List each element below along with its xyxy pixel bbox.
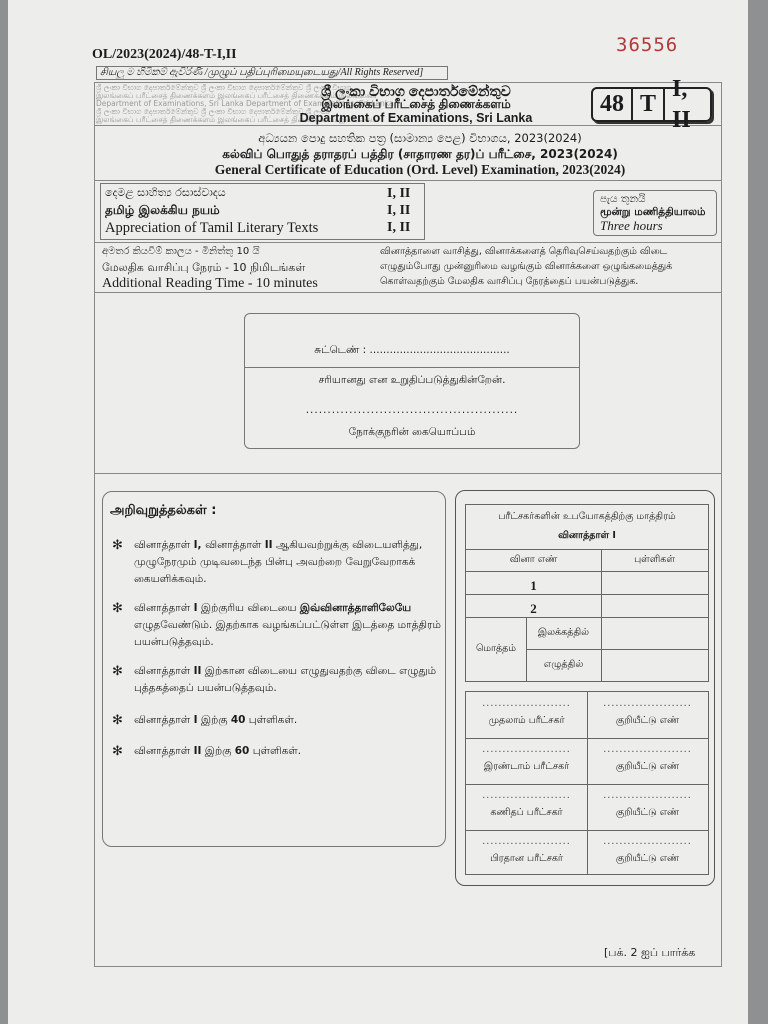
- reading-time: අමතර කියවීම් කාලය - මිනිත්තු 10 යි மேலதிக வாசிப்பு நேரம் - 10 நிமிடங்கள் Additional Reading Time - 10 minutes: [102, 246, 318, 291]
- divider: [94, 473, 722, 474]
- index-signature-box: [244, 313, 580, 449]
- duration-box: පැය තුනයි மூன்று மணித்தியாலம் Three hours: [593, 190, 717, 236]
- instruction-item: ✻ வினாத்தாள் I, வினாத்தாள் II ஆகியவற்றுக்கு விடையளித்து, முழுநேரமும் முடிவடைந்த பின்பு அவற்றை வேறுவேறாகக் கையளிக்கவும்.: [112, 538, 423, 585]
- page-turn-note: [பக். 2 ஐப் பார்க்க: [604, 946, 696, 959]
- examiner-code-cell: ...................... குறியீட்டு எண்: [603, 744, 692, 772]
- examiner-cell: ...................... பிரதான பரீட்சகர்: [482, 836, 571, 864]
- subject-box: දෙමළ සාහිත්‍ය රසාස්වාදය I, II தமிழ் இலக்கிய நயம் I, II Appreciation of Tamil Literary Texts I, II: [100, 183, 425, 240]
- examiners-table: [465, 691, 709, 875]
- instructions-title: அறிவுறுத்தல்கள் :: [110, 503, 217, 518]
- instruction-item: ✻ வினாத்தாள் II இற்கான விடையை எழுதுவதற்கு விடை எழுதும் புத்தகத்தைப் பயன்படுத்தவும்.: [112, 664, 437, 694]
- invigilator-label: நோக்குநரின் கையொப்பம்: [348, 426, 476, 438]
- divider: [94, 125, 722, 126]
- index-number-field[interactable]: சுட்டெண் : ..........................................: [314, 344, 510, 356]
- divider: [94, 180, 722, 181]
- examiner-cell: ...................... கணிதப் பரீட்சகர்: [482, 790, 571, 818]
- question-number: 1: [530, 578, 537, 593]
- examiner-code-cell: ...................... குறியீட்டு எண்: [603, 790, 692, 818]
- instruction-item: ✻ வினாத்தாள் II இற்கு 60 புள்ளிகள்.: [112, 744, 302, 759]
- instruction-item: ✻ வினாத்தாள் I இற்கு 40 புள்ளிகள்.: [112, 713, 298, 728]
- question-number: 2: [530, 601, 537, 616]
- subject-code-badge: 48 T I, II: [591, 87, 712, 122]
- marks-table: பரீட்சகர்களின் உபயோகத்திற்கு மாத்திரம் வினாத்தாள் I வினா எண் புள்ளிகள் 1 2 மொத்தம் இலக்கத்தில் எழுத்தில்: [465, 504, 709, 682]
- department-name: ශ්‍රී ලංකා විභාග දෙපාර්තමේන්තුව இலங்கைப் பரீட்சைத் திணைக்களம் Department of Examinations, Sri Lanka: [299, 83, 533, 125]
- examiner-cell: ...................... இரண்டாம் பரீட்சகர்: [482, 744, 571, 772]
- confirmation-text: சரியானது என உறுதிப்படுத்துகின்றேன்.: [318, 374, 506, 386]
- examiner-cell: ...................... முதலாம் பரீட்சகர்: [482, 698, 571, 726]
- examiner-code-cell: ...................... குறியீட்டு எண்: [603, 836, 692, 864]
- instruction-item: ✻ வினாத்தாள் I இற்குரிய விடையை இவ்வினாத்தாளிலேயே எழுதவேண்டும். இதற்காக வழங்கப்பட்டுள்ள இடத்தை மாத்திரம் பயன்படுத்தவும்.: [112, 601, 441, 648]
- signature-line[interactable]: .................................................: [305, 404, 519, 416]
- security-watermark: ශ්‍රී ලංකා විභාග දෙපාර්තමේන්තුව ශ්‍රී ලංකා විභාග දෙපාර්තමේන්තුව ශ්‍රී ලංකා විභාග இலங்கைப் பரீட்சைத் திணைக்களம் இலங்கைப் பரீட்சைத் திணைக்களம் இலங்கைப் Department of Examinations, Sri Lanka Department of Examinations, Sri Lanka ශ්‍රී ලංකා විභාග දෙපාර්තමේන්තුව ශ්‍රී ලංකා විභාග දෙපාර්තමේන්තුව ශ්‍රී ලංකා இலங்கைப் பரீட்சைத் திணைக்களம் இலங்கைப் பரீட்சைத் திணைக்களம் இலங்கைப்: [96, 84, 394, 124]
- examiner-code-cell: ...................... குறியீட்டு எண்: [603, 698, 692, 726]
- reading-time-note: வினாத்தாளை வாசித்து, வினாக்களைத் தெரிவுசெய்வதற்கும் விடை எழுதும்போது முன்னுரிமை வழங்கும் வினாக்களை ஒழுங்கமைத்துக் கொள்வதற்கும் மேலதிக வாசிப்பு நேரத்தைப் பயன்படுத்துக.: [380, 246, 673, 287]
- divider: [94, 242, 722, 243]
- rights-line: சியලු ම හිමිකම් ඇවිරිණි /முழுப் பதிப்புரிமையுடையது/All Rights Reserved]: [96, 66, 448, 80]
- divider: [94, 292, 722, 293]
- serial-number: 36556: [616, 34, 679, 56]
- exam-title: අධ්‍යයන පොදු සහතික පත්‍ර (සාමාන්‍ය පෙළ) විභාගය, 2023(2024) கல்விப் பொதுத் தராதரப் பத்திர (சாதாரண தர)ப் பரீட்சை, 2023(2024) General Certificate of Education (Ord. Level) Examination, 2023(2024): [214, 131, 626, 177]
- paper-code: OL/2023(2024)/48-T-I,II: [92, 47, 237, 62]
